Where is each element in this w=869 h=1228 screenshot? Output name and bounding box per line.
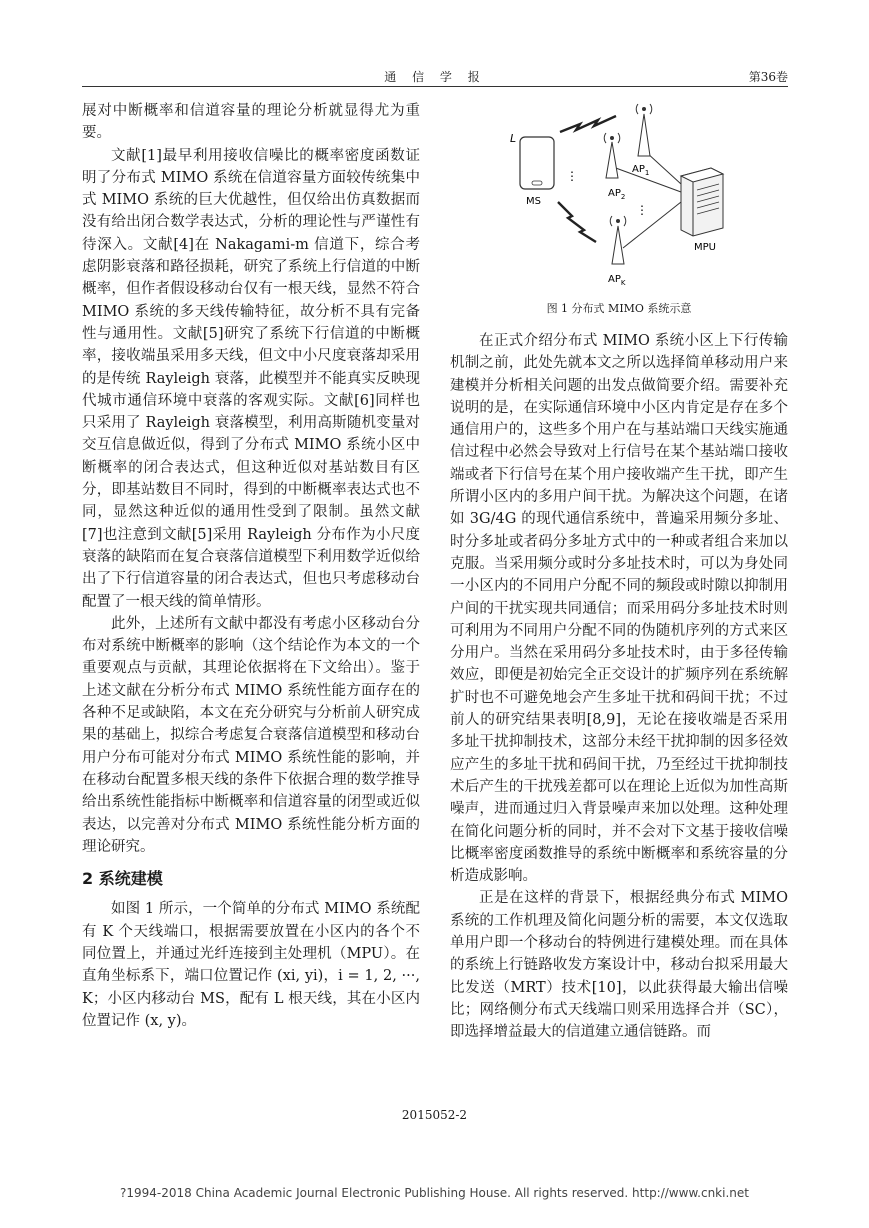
mpu-server-icon [681,168,723,236]
ap2-antenna-icon [604,133,620,178]
link-ap1-mpu [646,152,681,184]
ap2-label: $AP_2$ [608,188,626,201]
paragraph: 在正式介绍分布式 MIMO 系统小区上下行传输机制之前，此处先就本文之所以选择简单移动用户来建模并分析相关问题的出发点做简要介绍。需要补充说明的是，在实际通信环境中小区内肯定是存在多个通信用户的，这些多个用户在与基站端口天线实施通信过程中必然会导致对上行信号在某个基站端口接收端或者下行信号在某个用户接收端产生干扰，即产生所谓小区内的多用户间干扰。为解决这个问题，在诸如 3G/4G 的现代通信系统中，普遍采用频分多址、时分多址或者码分多址方式中的一种或者组合来加以克服。当采用频分或时分多址技术时，可以为身处同一小区内的不同用户分配不同的频段或时隙以抑制用户间的干扰实现共同通信；而采用码分多址技术时则可利用为不同用户分配不同的伪随机序列的方式来区分用户。当然在采用码分多址技术时，由于多径传输效应，即便是初始完全正交设计的扩频序列在系统解扩时也不可避免地会产生多址干扰和码间干扰；不过前人的研究结果表明[8,9]，无论在接收端是否采用多址干扰抑制技术，这部分未经干扰抑制的因多径效应产生的多址干扰和码间干扰，乃至经过干扰抑制技术后产生的干扰残差都可以在理论上近似为加性高斯噪声，进而通过归入背景噪声来加以处理。这种处理在简化问题分析的同时，并不会对下文基于接收信噪比概率密度函数推导的系统中断概率和系统容量的分析造成影响。 [450,333,788,885]
wireless-link-icon [560,116,616,132]
paragraph: 正是在这样的背景下，根据经典分布式 MIMO 系统的工作机理及简化问题分析的需要，本文仅选取单用户即一个移动台的特例进行建模处理。而在具体的系统上行链路收发方案设计中，移动台拟采用最大比发送（MRT）技术[10]，以此获得最大输出信噪比；网络侧分布式天线端口则采用选择合并（SC），即选择增益最大的信道建立通信链路。而 [450,890,788,1041]
link-apk-mpu [623,202,681,248]
ap1-antenna-icon [636,104,652,156]
ellipsis: ⋮ [636,203,648,217]
system-figure [498,92,768,307]
paragraph: 文献[1]最早利用接收信噪比的概率密度函数证明了分布式 MIMO 系统在信道容量方面较传统集中式 MIMO 系统的巨大优越性，但仅给出仿真数据而没有给出闭合数学表达式，分析的理论性与严谨性有待深入。文献[4]在 Nakagami-m 信道下，综合考虑阴影衰落和路径损耗，研究了系统上行信道的中断概率，但作者假设移动台仅有一根天线，显然不符合 MIMO 系统的多天线传输特征，故分析不具有完备性与通用性。文献[5]研究了系统下行信道的中断概率，接收端虽采用多天线，但文中小尺度衰落却采用的是传统 Rayleigh 衰落，此模型并不能真实反映现代城市通信环境中衰落的客观实际。文献[6]同样也只采用了 Rayleigh 衰落模型，利用高斯随机变量对交互信息做近似，得到了分布式 MIMO 系统小区中断概率的闭合表达式，但这种近似对基站数目有区分，即基站数目不同时，得到的中断概率表达式也不同，显然这种近似的通用性受到了限制。虽然文献[7]也注意到文献[5]采用 Rayleigh 分布作为小尺度衰落的缺陷而在复合衰落信道模型下利用数学近似给出了下行信道容量的闭合表达式，但也只考虑移动台配置了一根天线的简单情形。 [82,147,420,610]
system-diagram [498,92,768,307]
page-number: 2015052-2 [401,1108,468,1122]
figure-caption: 图 1 分布式 MIMO 系统示意 [546,302,692,315]
copyright-notice: ?1994-2018 China Academic Journal Electronic Publishing House. All rights reserved. http://www.cnki.net [120,1186,749,1200]
apk-antenna-icon [610,216,626,264]
right-column [450,330,788,1044]
wireless-link-icon [558,202,596,242]
paragraph: 如图 1 所示，一个简单的分布式 MIMO 系统配有 K 个天线端口，根据需要放置在小区内的各个不同位置上，并通过光纤连接到主处理机（MPU）。在直角坐标系下，端口位置记作 (xi, yi)，i = 1, 2, ···, K；小区内移动台 MS，配有 L 根天线，其在小区内位置记作 (x, y)。 [82,901,420,1029]
apk-label: $AP_K$ [608,274,626,287]
volume-number: 第36卷 [748,70,788,84]
journal-name: 通 信 学 报 [384,70,486,84]
ellipsis: ⋮ [566,169,578,183]
section-title: 2 系统建模 [82,869,163,889]
mpu-label: MPU [694,242,716,253]
paragraph: 此外，上述所有文献中都没有考虑小区移动台分布对系统中断概率的影响（这个结论作为本文的一个重要观点与贡献，其理论依据将在下文给出）。鉴于上述文献在分析分布式 MIMO 系统性能方面存在的各种不足或缺陷，本文在充分研究与分析前人研究成果的基础上，拟综合考虑复合衰落信道模型和移动台用户分布可能对分布式 MIMO 系统性能的影响，并在移动台配置多根天线的条件下依据合理的数学推导给出系统性能指标中断概率和信道容量的闭型或近似表达，以完善对分布式 MIMO 系统性能分析方面的理论研究。 [82,615,420,855]
ms-label: MS [526,196,541,207]
paragraph: 展对中断概率和信道容量的理论分析就显得尤为重要。 [82,103,420,142]
antenna-count-label: L [510,132,517,145]
ap1-label: $AP_1$ [632,164,650,177]
left-column [82,100,420,1032]
mobile-station-icon [520,137,554,189]
page-header [82,66,788,87]
